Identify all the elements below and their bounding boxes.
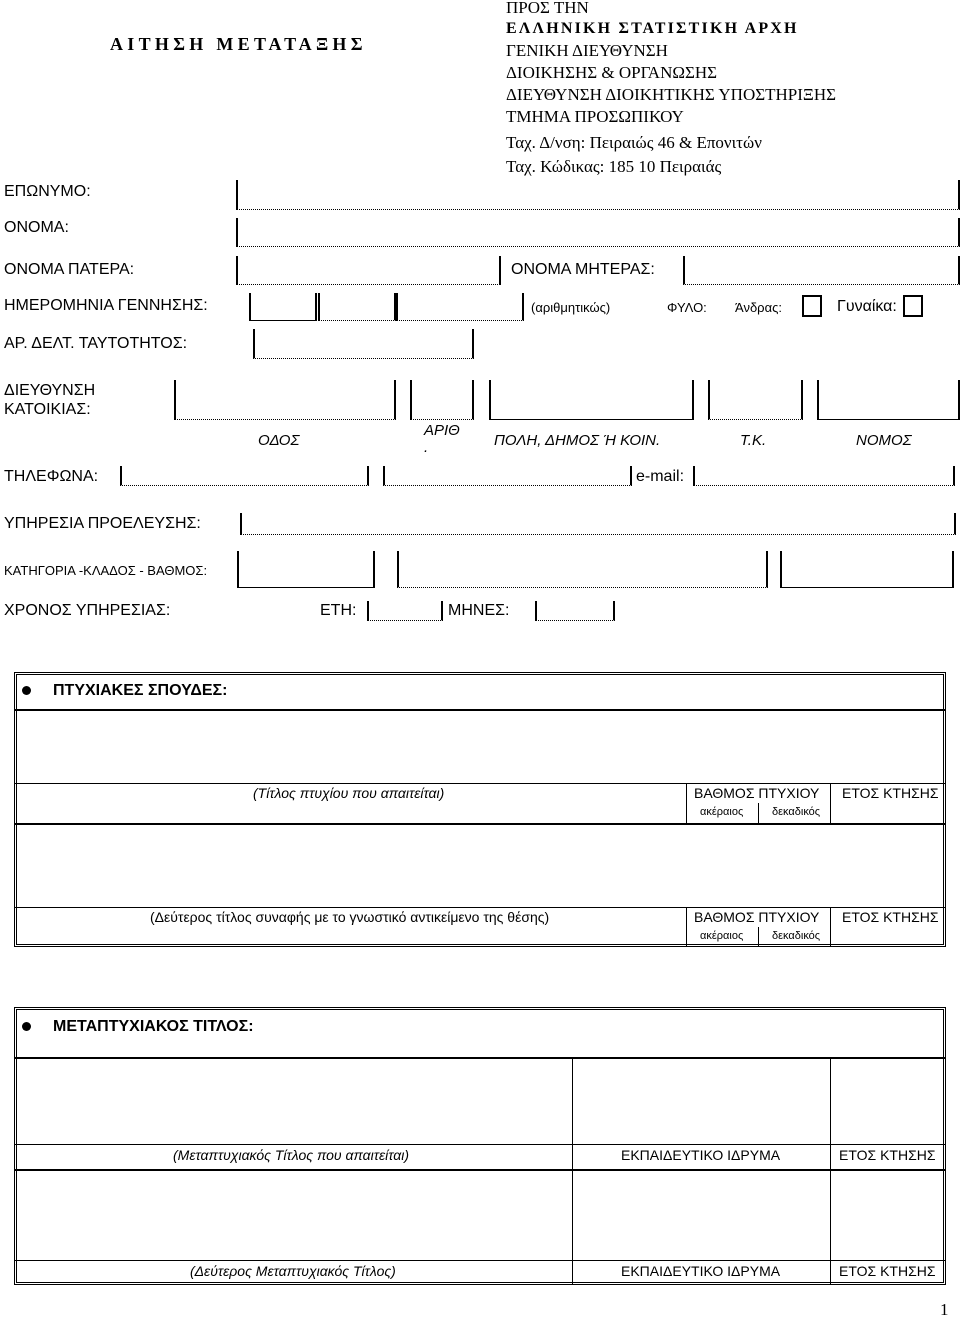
street-caption: ΟΔΟΣ <box>258 432 300 449</box>
postgrad2-year-caption: ΕΤΟΣ ΚΤΗΣΗΣ <box>839 1263 936 1279</box>
degree1-grade-caption: ΒΑΘΜΟΣ ΠΤΥΧΙΟΥ <box>694 785 820 801</box>
degree2-year-caption: ΕΤΟΣ ΚΤΗΣΗΣ <box>842 909 939 925</box>
prefecture-field[interactable] <box>817 380 960 420</box>
postgrad2-institution-caption: ΕΚΠΑΙΔΕΥΤΙΚΟ ΙΔΡΥΜΑ <box>621 1263 781 1279</box>
recipient-line: Ταχ. Δ/νση: Πειραιώς 46 & Επονιτών <box>506 133 762 152</box>
postgrad-heading: ΜΕΤΑΠΤΥΧΙΑΚΟΣ ΤΙΤΛΟΣ: <box>53 1018 254 1035</box>
degree1-integer-caption: ακέραιος <box>700 806 744 818</box>
degree2-decimal-caption: δεκαδικός <box>772 930 821 942</box>
postgrad2-title-caption: (Δεύτερος Μεταπτυχιακός Τίτλος) <box>190 1263 396 1279</box>
female-checkbox[interactable] <box>903 295 923 317</box>
recipient-line: ΓΕΝΙΚΗ ΔΙΕΥΘΥΝΣΗ <box>506 41 668 60</box>
years-field[interactable] <box>367 601 443 621</box>
months-label: ΜΗΝΕΣ: <box>448 602 510 619</box>
degree1-year-caption: ΕΤΟΣ ΚΤΗΣΗΣ <box>842 785 939 801</box>
sex-label: ΦΥΛΟ: <box>667 300 707 315</box>
male-label: Άνδρας: <box>735 300 782 315</box>
male-checkbox[interactable] <box>802 295 822 317</box>
city-field[interactable] <box>489 380 694 420</box>
birth-month-field[interactable] <box>318 293 396 321</box>
rank-field[interactable] <box>780 551 954 588</box>
recipient-line: ΕΛΛΗΝΙΚΗ ΣΤΑΤΙΣΤΙΚΗ ΑΡΧΗ <box>506 20 799 37</box>
service-origin-label: ΥΠΗΡΕΣΙΑ ΠΡΟΕΛΕΥΣΗΣ: <box>4 515 201 532</box>
id-card-label: ΑΡ. ΔΕΛΤ. ΤΑΥΤΟΤΗΤΟΣ: <box>4 335 188 352</box>
number-caption: ΑΡΙΘ . <box>424 422 460 456</box>
service-origin-field[interactable] <box>240 513 956 535</box>
service-time-label: ΧΡΟΝΟΣ ΥΠΗΡΕΣΙΑΣ: <box>4 602 171 619</box>
bullet-icon <box>22 686 31 695</box>
degree1-title-caption: (Τίτλος πτυχίου που απαιτείται) <box>253 785 445 801</box>
months-field[interactable] <box>535 601 615 621</box>
recipient-line: ΔΙΟΙΚΗΣΗΣ & ΟΡΓΑΝΩΣΗΣ <box>506 63 718 82</box>
degree2-integer-caption: ακέραιος <box>700 930 744 942</box>
city-caption: ΠΟΛΗ, ΔΗΜΟΣ Ή ΚΟΙΝ. <box>494 432 661 449</box>
numeric-hint: (αριθμητικώς) <box>531 300 611 315</box>
prefecture-caption: ΝΟΜΟΣ <box>856 432 912 449</box>
father-name-label: ΟΝΟΜΑ ΠΑΤΕΡΑ: <box>4 261 135 278</box>
degree2-grade-caption: ΒΑΘΜΟΣ ΠΤΥΧΙΟΥ <box>694 909 820 925</box>
surname-label: ΕΠΩΝΥΜΟ: <box>4 183 91 200</box>
phone1-field[interactable] <box>120 466 369 486</box>
postcode-field[interactable] <box>708 380 803 420</box>
degrees-heading: ΠΤΥΧΙΑΚΕΣ ΣΠΟΥΔΕΣ: <box>53 682 228 699</box>
degree2-title-caption: (Δεύτερος τίτλος συναφής με το γνωστικό αντικείμενο της θέσης) <box>150 909 550 925</box>
street-number-field[interactable] <box>410 380 474 420</box>
birth-day-field[interactable] <box>249 293 317 321</box>
bullet-icon <box>22 1022 31 1031</box>
page-number: 1 <box>940 1300 949 1319</box>
branch-field[interactable] <box>397 551 768 588</box>
postgrad-frame <box>14 1007 946 1285</box>
mother-name-field[interactable] <box>683 256 960 285</box>
degree1-decimal-caption: δεκαδικός <box>772 806 821 818</box>
mother-name-label: ΟΝΟΜΑ ΜΗΤΕΡΑΣ: <box>511 261 655 278</box>
recipient-line: Ταχ. Κώδικας: 185 10 Πειραιάς <box>506 157 722 176</box>
email-label: e-mail: <box>636 468 685 485</box>
name-field[interactable] <box>236 218 960 247</box>
name-label: ΟΝΟΜΑ: <box>4 219 69 236</box>
father-name-field[interactable] <box>236 256 500 285</box>
female-label: Γυναίκα: <box>837 298 897 315</box>
id-card-field[interactable] <box>253 329 474 359</box>
postgrad1-institution-caption: ΕΚΠΑΙΔΕΥΤΙΚΟ ΙΔΡΥΜΑ <box>621 1147 781 1163</box>
birthdate-label: ΗΜΕΡΟΜΗΝΙΑ ΓΕΝΝΗΣΗΣ: <box>4 297 208 314</box>
surname-field[interactable] <box>236 180 960 210</box>
phone2-field[interactable] <box>383 466 632 486</box>
birth-year-field[interactable] <box>396 293 524 321</box>
address-label: ΔΙΕΥΘΥΝΣΗ ΚΑΤΟΙΚΙΑΣ: <box>4 382 96 418</box>
years-label: ΕΤΗ: <box>320 602 357 619</box>
email-field[interactable] <box>693 466 955 486</box>
postgrad1-title-caption: (Μεταπτυχιακός Τίτλος που απαιτείται) <box>173 1147 410 1163</box>
postgrad1-year-caption: ΕΤΟΣ ΚΤΗΣΗΣ <box>839 1147 936 1163</box>
category-field[interactable] <box>237 551 375 588</box>
postcode-caption: Τ.Κ. <box>740 432 767 449</box>
recipient-line: ΠΡΟΣ ΤΗΝ <box>506 0 589 17</box>
form-title: ΑΙΤΗΣΗ ΜΕΤΑΤΑΞΗΣ <box>110 34 367 54</box>
phones-label: ΤΗΛΕΦΩΝΑ: <box>4 468 99 485</box>
street-field[interactable] <box>174 380 396 420</box>
category-label: ΚΑΤΗΓΟΡΙΑ -ΚΛΑΔΟΣ - ΒΑΘΜΟΣ: <box>4 563 208 578</box>
recipient-line: ΤΜΗΜΑ ΠΡΟΣΩΠΙΚΟΥ <box>506 107 684 126</box>
recipient-line: ΔΙΕΥΘΥΝΣΗ ΔΙΟΙΚΗΤΙΚΗΣ ΥΠΟΣΤΗΡΙΞΗΣ <box>506 85 837 104</box>
